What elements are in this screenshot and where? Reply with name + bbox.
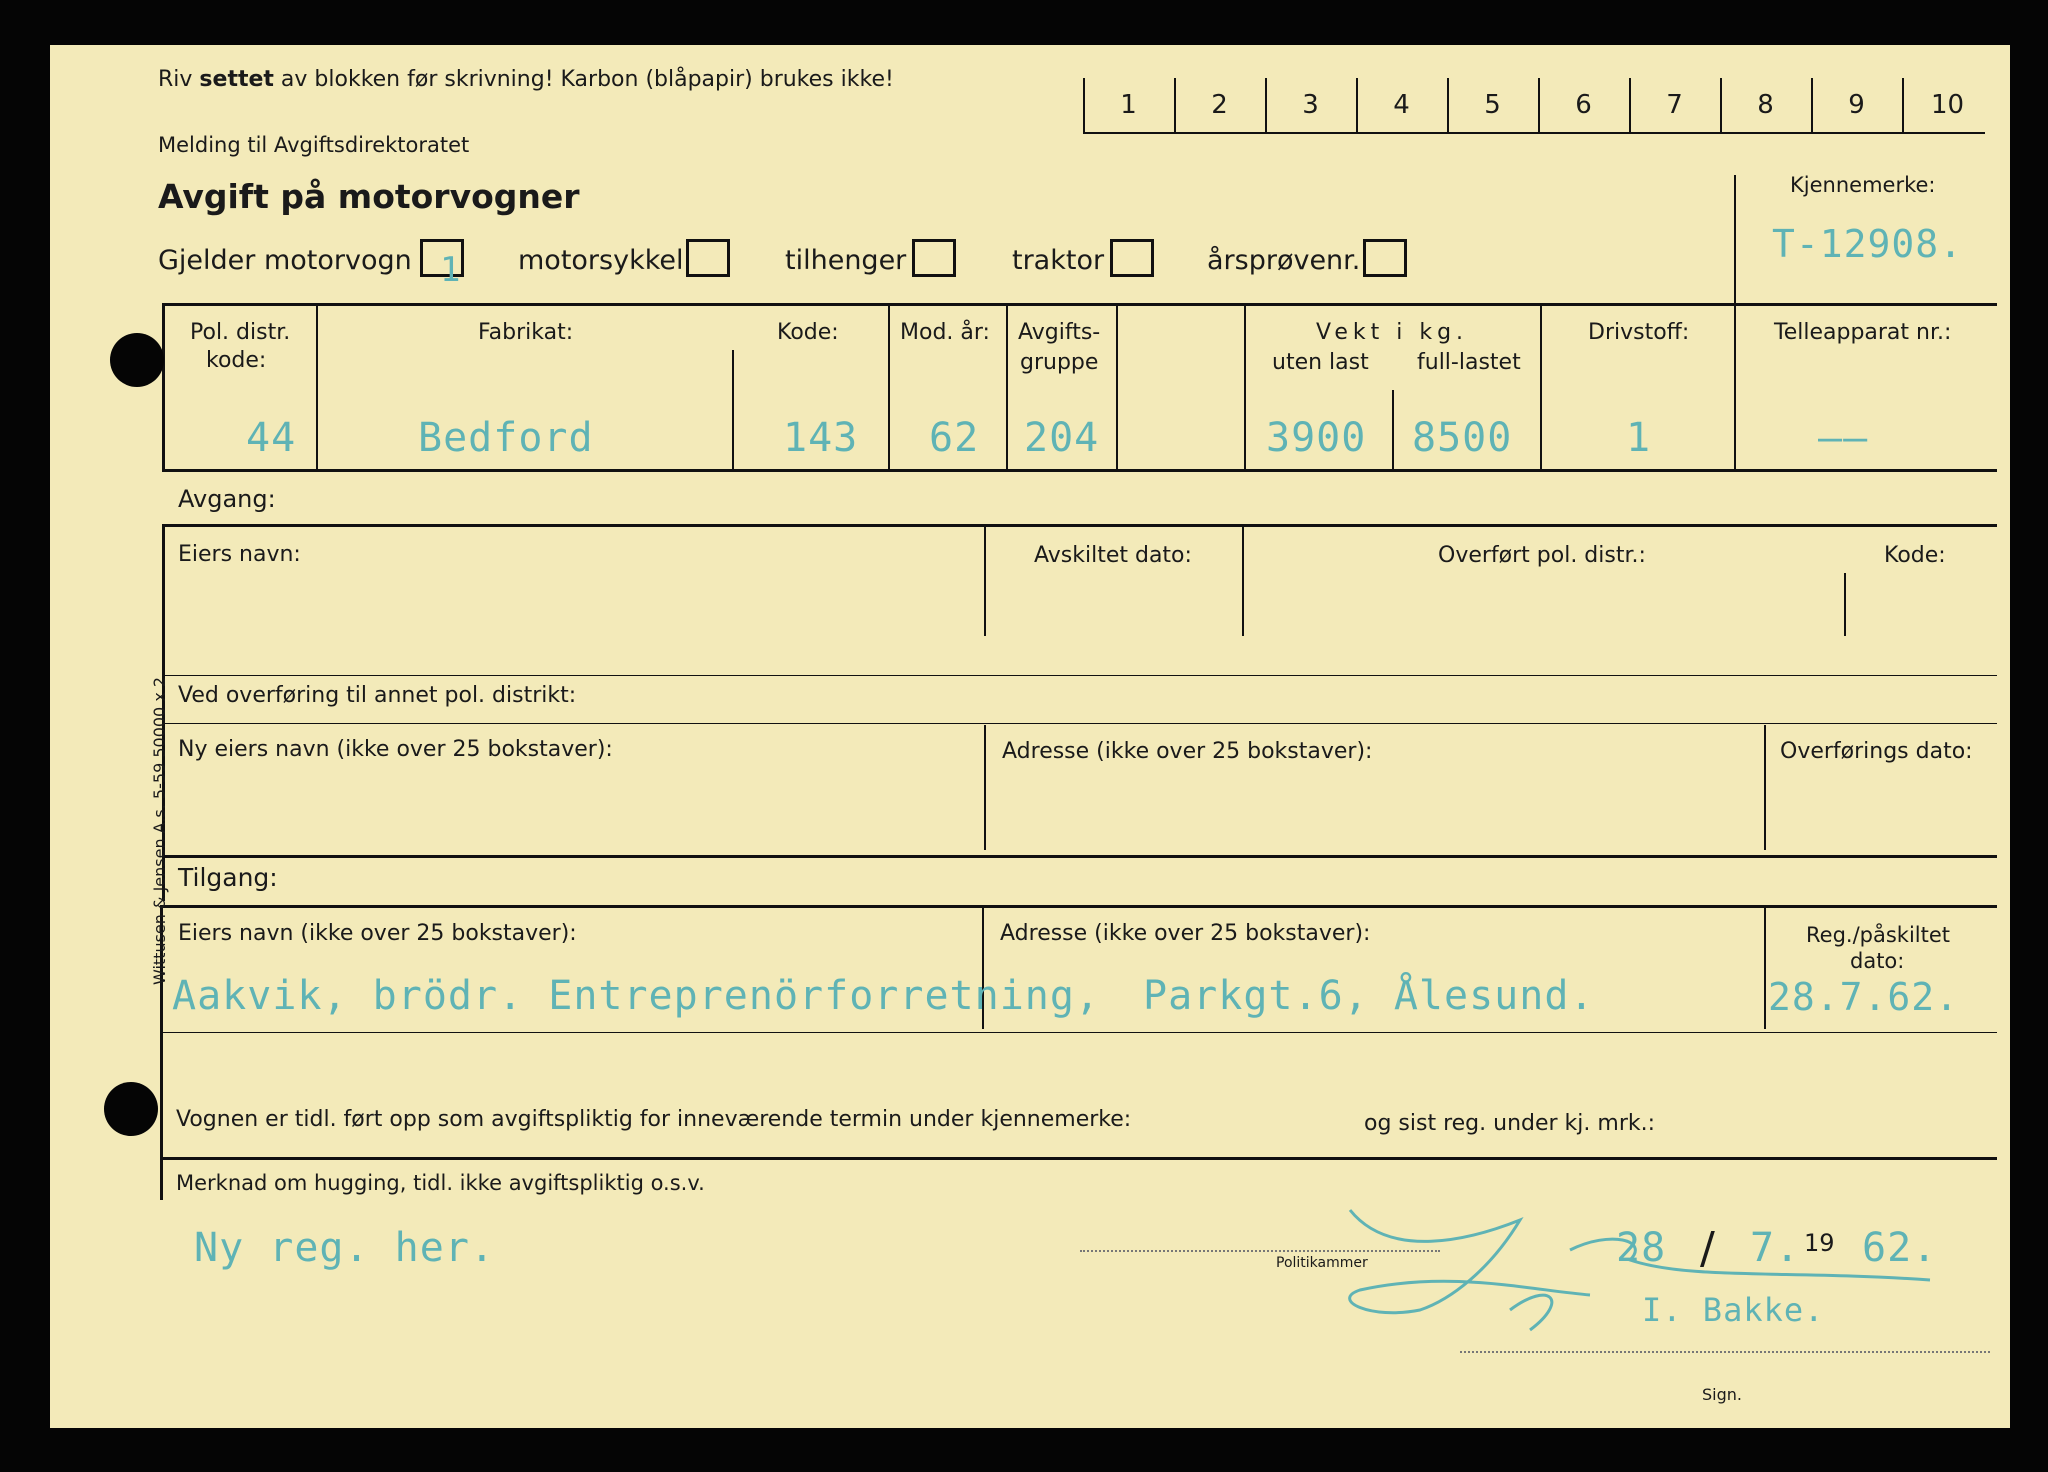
pol-distr-kode-label: kode: (206, 348, 267, 373)
overfort-label: Overført pol. distr.: (1438, 543, 1646, 568)
ved-overforing-label: Ved overføring til annet pol. distrikt: (178, 683, 577, 708)
instruction-suffix: av blokken før skrivning! Karbon (blåpapir) brukes ikke! (280, 67, 894, 92)
ny-eiers-navn-label: Ny eiers navn (ikke over 25 bokstaver): (178, 737, 613, 762)
telleapparat-label: Telleapparat nr.: (1774, 320, 1952, 345)
stamp-name: I. Bakke. (1642, 1291, 1825, 1329)
sign-line (1460, 1351, 1990, 1353)
full-lastet-value: 8500 (1412, 415, 1513, 461)
mod-ar-value: 62 (929, 415, 980, 461)
avgang-divider (984, 725, 986, 850)
full-lastet-label: full-lastet (1417, 350, 1521, 375)
avgang-label: Avgang: (178, 485, 276, 513)
tilgang-row-line (162, 1032, 1997, 1033)
kjennemerke-label: Kjennemerke: (1790, 173, 1936, 197)
number-cell: 7 (1666, 90, 1683, 120)
kode-label-avgang: Kode: (1884, 543, 1946, 568)
number-cell: 9 (1848, 90, 1865, 120)
merknad-value: Ny reg. her. (194, 1225, 495, 1271)
adresse-label-avgang: Adresse (ikke over 25 bokstaver): (1002, 739, 1373, 764)
date-year: 62. (1862, 1225, 1938, 1271)
owner-value: Aakvik, brödr. Entreprenörforretning, (172, 973, 1101, 1019)
traktor-checkbox[interactable] (1110, 239, 1154, 277)
vehicle-col-divider (888, 303, 890, 471)
vehicle-col-divider (1392, 390, 1394, 471)
number-cell: 1 (1120, 90, 1137, 120)
number-cell: 5 (1484, 90, 1501, 120)
avgiftsgruppe-label-2: gruppe (1020, 350, 1099, 375)
mod-ar-label: Mod. år: (900, 320, 990, 345)
reg-date-value: 28.7.62. (1768, 975, 1960, 1019)
fabrikat-label: Fabrikat: (478, 320, 574, 345)
reg-label-2: dato: (1850, 949, 1905, 973)
kode-value: 143 (783, 415, 859, 461)
tilgang-adresse-label: Adresse (ikke over 25 bokstaver): (1000, 921, 1371, 946)
kjennemerke-value: T-12908. (1772, 222, 1964, 266)
pol-distr-value: 44 (246, 415, 297, 461)
number-cell: 6 (1575, 90, 1592, 120)
tidligere-text: Vognen er tidl. ført opp som avgiftspliktig for inneværende termin under kjennemerke: (176, 1107, 1132, 1132)
instruction-bold: settet (199, 67, 274, 92)
avgiftsgruppe-label-1: Avgifts- (1018, 320, 1101, 345)
tilhenger-checkbox[interactable] (912, 239, 956, 277)
number-cell: 10 (1930, 90, 1965, 120)
vehicle-col-divider (1006, 303, 1008, 471)
instruction-prefix: Riv (158, 67, 193, 92)
uten-last-value: 3900 (1266, 415, 1367, 461)
option-label-motorsykkel: motorsykkel (518, 245, 684, 276)
avgang-divider (1764, 725, 1766, 850)
date-month: 7. (1750, 1225, 1801, 1271)
tilgang-eiers-navn-label: Eiers navn (ikke over 25 bokstaver): (178, 921, 577, 946)
avgang-row-line (162, 675, 1997, 676)
merknad-label: Merknad om hugging, tidl. ikke avgiftspliktig o.s.v. (176, 1171, 705, 1195)
kjennemerke-divider (1734, 175, 1736, 303)
punch-hole (110, 333, 164, 387)
vehicle-table-bottom (162, 469, 1997, 472)
tilgang-label: Tilgang: (178, 863, 278, 892)
date-century: 19 (1804, 1229, 1835, 1257)
avskiltet-dato-label: Avskiltet dato: (1034, 543, 1192, 568)
sist-reg-text: og sist reg. under kj. mrk.: (1364, 1111, 1656, 1136)
vehicle-col-divider (316, 303, 318, 471)
vekt-label: Vekt i kg. (1316, 320, 1469, 345)
avgang-top-line (162, 524, 1997, 527)
overforings-dato-label: Overførings dato: (1780, 739, 1973, 764)
number-cell: 4 (1393, 90, 1410, 120)
motorsykkel-checkbox[interactable] (686, 239, 730, 277)
number-cell: 3 (1302, 90, 1319, 120)
sender-line: Melding til Avgiftsdirektoratet (158, 133, 470, 157)
reg-label-1: Reg./påskiltet (1806, 923, 1951, 947)
option-label-tilhenger: tilhenger (785, 245, 907, 276)
eiers-navn-label: Eiers navn: (178, 542, 301, 567)
punch-hole (104, 1082, 158, 1136)
printer-imprint: Wittusen & Jensen A.s. 5-59 50000 x 2 (150, 676, 169, 985)
date-day: 28 (1616, 1225, 1667, 1271)
registration-card (50, 45, 2010, 1428)
sign-label: Sign. (1702, 1385, 1742, 1404)
vehicle-col-divider (1244, 303, 1246, 471)
number-cell: 8 (1757, 90, 1774, 120)
applies-to-label: Gjelder motorvogn (158, 245, 412, 276)
tilgang-top-line (162, 905, 1997, 908)
address-value: Parkgt.6, Ålesund. (1143, 973, 1595, 1019)
drivstoff-value: 1 (1626, 415, 1652, 461)
avgang-bottom-line (162, 855, 1997, 858)
vehicle-table-left (162, 303, 165, 471)
fabrikat-value: Bedford (418, 415, 594, 461)
vehicle-col-divider (1116, 303, 1118, 471)
avgiftsgruppe-value: 204 (1024, 415, 1100, 461)
vehicle-col-divider (1540, 303, 1542, 471)
kode-label: Kode: (777, 320, 839, 345)
tilgang-divider (1764, 907, 1766, 1029)
signature-drawing (1270, 1200, 1970, 1350)
telleapparat-value: —— (1818, 415, 1869, 461)
date-separator: / (1700, 1223, 1715, 1274)
number-cell: 2 (1211, 90, 1228, 120)
number-row-line (1083, 132, 1985, 134)
avgang-divider (1844, 573, 1846, 636)
avgang-divider (1242, 526, 1244, 636)
vehicle-col-divider (732, 350, 734, 471)
avgang-divider (984, 526, 986, 636)
vehicle-col-divider (1734, 303, 1736, 471)
uten-last-label: uten last (1272, 350, 1369, 375)
option-label-arsprovenr: årsprøvenr. (1207, 245, 1361, 276)
pol-distr-label: Pol. distr. (190, 320, 291, 345)
vehicle-table-top (162, 303, 1997, 306)
avgang-row-line (162, 723, 1997, 724)
politikammer-label: Politikammer (1276, 1255, 1368, 1271)
tilgang-bottom-line (160, 1157, 1997, 1160)
option-label-traktor: traktor (1012, 245, 1105, 276)
form-title: Avgift på motorvogner (158, 177, 580, 216)
arsprovenr-checkbox[interactable] (1363, 239, 1407, 277)
drivstoff-label: Drivstoff: (1588, 320, 1690, 345)
motorvogn-mark: 1 (440, 250, 462, 290)
instruction-line (158, 67, 894, 92)
